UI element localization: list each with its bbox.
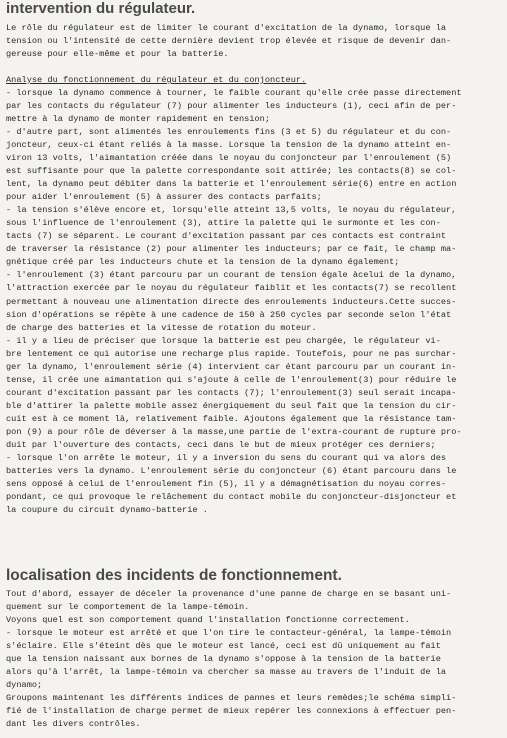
text-line: dynamo; bbox=[6, 680, 43, 691]
text-line: de traverser la résistance (2) pour alimenter les inducteurs; par ce fait, le champ ma- bbox=[6, 244, 457, 255]
text-line: s'éclaire. Elle s'éteint dès que le moteur est lancé, ceci est dû uniquement au fait bbox=[6, 641, 441, 652]
analysis-subheading: Analyse du fonctionnement du régulateur et du conjoncteur. bbox=[6, 75, 307, 85]
text-line: l'attraction exercée par le noyau du régulateur faiblit et les contacts(7) se recollent bbox=[6, 283, 457, 294]
text-line: - lorsque la dynamo commence à tourner, le faible courant qu'elle crée passe directement bbox=[6, 88, 462, 98]
text-line: gereuse pour elle-même et pour la batterie. bbox=[6, 49, 229, 60]
section-title-regulateur: intervention du régulateur. bbox=[6, 0, 196, 17]
text-line: quement sur le comportement de la lampe-témoin. bbox=[6, 602, 250, 613]
text-line: bre lentement ce qui autorise une recharge plus rapide. Toutefois, pour ne pas surchar- bbox=[6, 348, 457, 359]
text-line: courant d'excitation passant par les contacts (7); l'enroulement(3) seul serait incapa- bbox=[6, 387, 457, 398]
text-line: gnétique créé par les inducteurs chute et la tension de la dynamo également; bbox=[6, 257, 400, 268]
text-line: pon (9) a pour rôle de déverser à la masse,une partie de l'extra-courant de rupture pro- bbox=[6, 426, 462, 437]
text-line: de charge des batteries et la vitesse de rotation du moteur. bbox=[6, 322, 317, 333]
text-line: Tout d'abord, essayer de déceler la provenance d'une panne de charge en se basant uni- bbox=[6, 589, 452, 599]
text-line: - lorsque l'on arrête le moteur, il y a inversion du sens du courant qui va alors des bbox=[6, 452, 447, 463]
text-line: mettre à la dynamo de monter rapidement en tension; bbox=[6, 114, 271, 125]
text-line: que la tension naissant aux bornes de la dynamo s'oppose à la tension de la batterie bbox=[6, 654, 441, 665]
text-line: - la tension s'élève encore et, lorsqu'elle atteint 13,5 volts, le noyau du régulateur, bbox=[6, 205, 457, 216]
text-line: sous l'influence de l'enroulement (3), attire la palette qui le surmonte et les con- bbox=[6, 218, 441, 229]
analysis-subheading-block bbox=[6, 74, 504, 87]
intro-paragraph bbox=[6, 22, 504, 61]
text-line: sens opposé à celui de l'enroulement fin (5), il y a démagnétisation du noyau corres- bbox=[6, 478, 447, 489]
localisation-body bbox=[6, 588, 504, 731]
text-line: - d'autre part, sont alimentés les enroulements fins (3 et 5) du régulateur et du con- bbox=[6, 127, 452, 138]
text-line: joncteur, ceux-ci étant reliés à la masse. Lorsque la tension de la dynamo atteint en- bbox=[6, 140, 452, 151]
text-line: est suffisante pour que la palette correspondante soit attirée; les contacts(8) se col- bbox=[6, 166, 457, 177]
text-line: batteries vers la dynamo. L'enroulement série du conjoncteur (6) étant parcouru dans le bbox=[6, 465, 457, 476]
text-line: lent, la dynamo peut débiter dans la batterie et l'enroulement série(6) entre en action bbox=[6, 179, 457, 190]
text-line: tacts (7) se séparent. Le courant d'excitation passant par ces contacts est contraint bbox=[6, 231, 447, 242]
text-line: pondant, ce qui provoque le relâchement du contact mobile du conjoncteur-disjoncteur et bbox=[6, 491, 457, 502]
text-line: Le rôle du régulateur est de limiter le courant d'excitation de la dynamo, lorsque la bbox=[6, 23, 447, 33]
text-line: cuit est à ce moment là, relativement faible. Ajoutons également que la résistance tam- bbox=[6, 413, 457, 424]
text-line: - lorsque le moteur est arrêté et que l'on tire le contacteur-général, la lampe-témoin bbox=[6, 628, 452, 639]
analysis-body bbox=[6, 87, 504, 517]
text-line: pour aider l'enroulement (5) à assurer des contacts parfaits; bbox=[6, 192, 322, 203]
text-line: Voyons quel est son comportement quand l'installation fonctionne correctement. bbox=[6, 615, 410, 626]
text-line: dant les divers contrôles. bbox=[6, 719, 141, 730]
text-line: ger la dynamo, l'enroulement série (4) intervient car étant parcouru par un courant in- bbox=[6, 361, 457, 372]
text-line: alors qu'à l'arrêt, la lampe-témoin va chercher sa masse au travers de l'induit de la bbox=[6, 667, 447, 678]
text-line: Groupons maintenant les différents indices de pannes et leurs remèdes;le schéma simpli- bbox=[6, 693, 457, 704]
text-line: duit par l'ouverture des contacts, ceci dans le but de mieux protéger ces derniers; bbox=[6, 439, 436, 450]
text-line: la coupure du circuit dynamo-batterie . bbox=[6, 505, 208, 515]
text-line: fié de l'installation de charge permet de mieux repérer les connexions à effectuer pen- bbox=[6, 706, 457, 717]
text-line: ble d'attirer la palette mobile assez énergiquement du seul fait que la tension du cir- bbox=[6, 400, 457, 411]
text-line: - l'enroulement (3) étant parcouru par un courant de tension égale àcelui de la dynamo, bbox=[6, 270, 457, 281]
text-line: tense, il crée une aimantation qui s'ajoute à celle de l'enroulement(3) pour réduire le bbox=[6, 374, 457, 385]
text-line: - il y a lieu de préciser que lorsque la batterie est peu chargée, le régulateur vi- bbox=[6, 335, 441, 346]
text-line: sion d'opérations se répète à une cadence de 150 à 250 cycles par seconde selon l'état bbox=[6, 309, 452, 320]
text-line: permettant à nouveau une alimentation directe des enroulements inducteurs.Cette succes- bbox=[6, 296, 457, 307]
text-line: viron 13 volts, l'aimantation créée dans le noyau du conjoncteur par l'enroulement (5) bbox=[6, 153, 452, 164]
section-title-localisation: localisation des incidents de fonctionnement. bbox=[6, 567, 342, 584]
text-line: par les contacts du régulateur (7) pour alimenter les inducteurs (1), ceci afin de per- bbox=[6, 101, 457, 112]
text-line: tension ou l'intensité de cette dernière devient trop élevée et risque de devenir dan- bbox=[6, 36, 452, 47]
